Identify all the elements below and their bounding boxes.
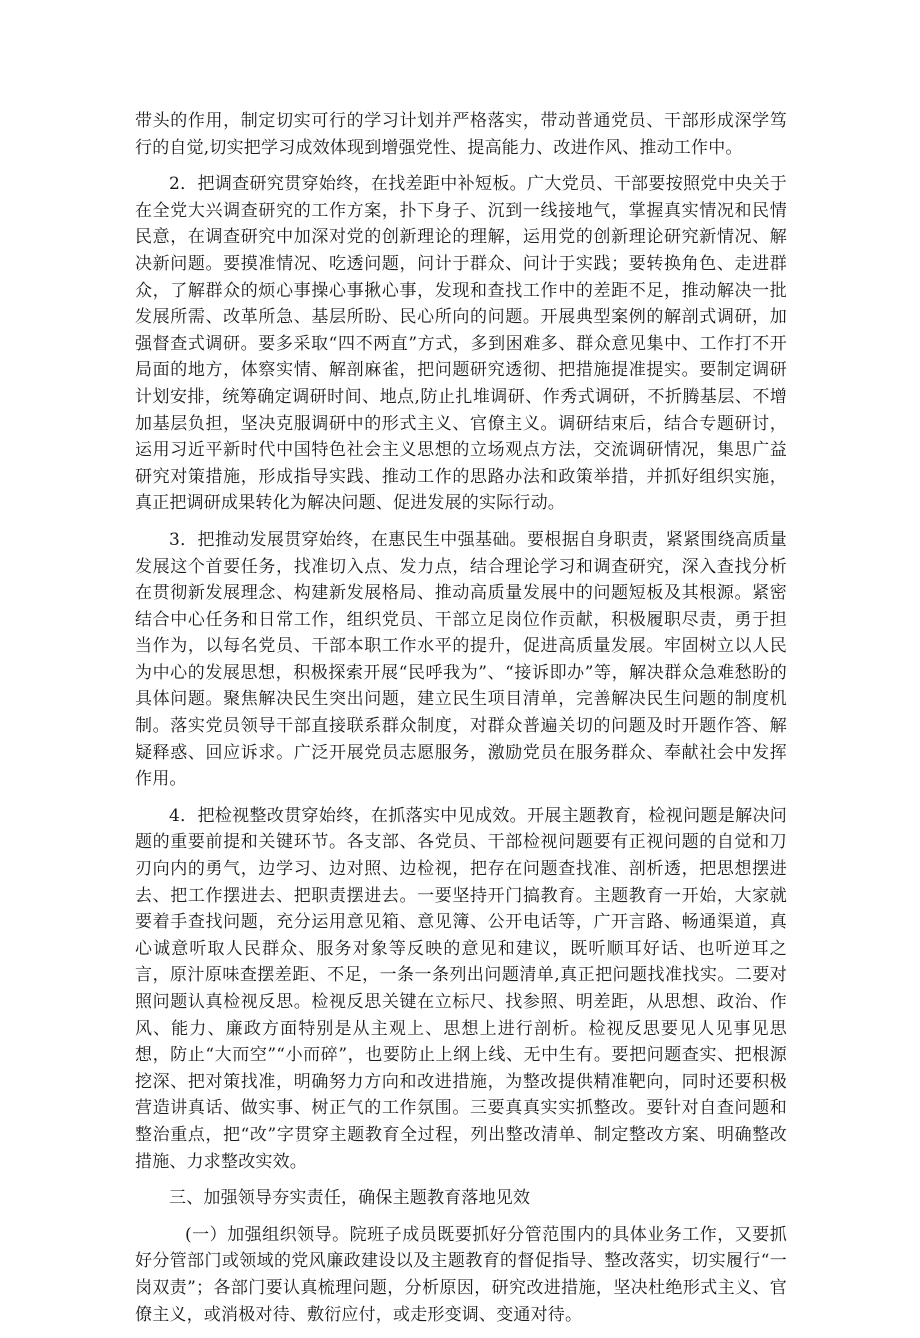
document-body [135, 108, 787, 1338]
paragraph-item-4: 4．把检视整改贯穿始终，在抓落实中见成效。开展主题教育，检视问题是解决问题的重要前提和关键环节。各支部、各党员、干部检视问题要有正视问题的自觉和刀刃向内的勇气，边学习、边对照、边检视，把存在问题查找准、剖析透，把思想摆进去、把工作摆进去、把职责摆进去。一要坚持开门搞教育。主题教育一开始，大家就要着手查找问题，充分运用意见箱、意见簿、公开电话等，广开言路、畅通渠道，真心诚意听取人民群众、服务对象等反映的意见和建议，既听顺耳好话、也听逆耳之言，原汁原味查摆差距、不足，一条一条列出问题清单,真正把问题找准找实。二要对照问题认真检视反思。检视反思关键在立标尺、找参照、明差距，从思想、政治、作风、能力、廉政方面特别是从主观上、思想上进行剖析。检视反思要见人见事见思想，防止“大而空”“小而碎”，也要防止上纲上线、无中生有。要把问题查实、把根源挖深、把对策找准，明确努力方向和改进措施，为整改提供精准靶向，同时还要积极营造讲真话、做实事、树正气的工作氛围。三要真真实实抓整改。要针对自查问题和整治重点，把“改”字贯穿主题教育全过程，列出整改清单、制定整改方案、明确整改措施、力求整改实效。 [135, 805, 787, 1172]
paragraph-item-3: 3．把推动发展贯穿始终，在惠民生中强基础。要根据自身职责，紧紧围绕高质量发展这个首要任务，找准切入点、发力点，结合理论学习和调查研究，深入查找分析在贯彻新发展理念、构建新发展格局、推动高质量发展中的问题短板及其根源。紧密结合中心任务和日常工作，组织党员、干部立足岗位作贡献，积极履职尽责，勇于担当作为，以每名党员、干部本职工作水平的提升，促进高质量发展。牢固树立以人民为中心的发展思想，积极探索开展“民呼我为”、“接诉即办”等，解决群众急难愁盼的具体问题。聚焦解决民生突出问题，建立民生项目清单，完善解决民生问题的制度机制。落实党员领导干部直接联系群众制度，对群众普遍关切的问题及时开题作答、解疑释惑、回应诉求。广泛开展党员志愿服务，激励党员在服务群众、奉献社会中发挥作用。 [135, 529, 787, 790]
paragraph-item-2: 2．把调查研究贯穿始终，在找差距中补短板。广大党员、干部要按照党中央关于在全党大兴调查研究的工作方案，扑下身子、沉到一线接地气，掌握真实情况和民情民意，在调查研究中加深对党的创新理论的理解，运用党的创新理论研究新情况、解决新问题。要摸准情况、吃透问题，问计于群众、问计于实践；要转换角色、走进群众，了解群众的烦心事操心事揪心事，发现和查找工作中的差距不足，推动解决一批发展所需、改革所急、基层所盼、民心所向的问题。开展典型案例的解剖式调研，加强督查式调研。要多采取“四不两直”方式，多到困难多、群众意见集中、工作打不开局面的地方，体察实情、解剖麻雀，把问题研究透彻、把措施提准提实。要制定调研计划安排，统筹确定调研时间、地点,防止扎堆调研、作秀式调研，不折腾基层、不增加基层负担，坚决克服调研中的形式主义、官僚主义。调研结束后，结合专题研讨，运用习近平新时代中国特色社会主义思想的立场观点方法，交流调研情况，集思广益研究对策措施，形成指导实践、推动工作的思路办法和政策举措，并抓好组织实施，真正把调研成果转化为解决问题、促进发展的实际行动。 [135, 174, 787, 514]
section-heading-3: 三、加强领导夯实责任，确保主题教育落地见效 [169, 1188, 531, 1209]
paragraph-continuation: 带头的作用，制定切实可行的学习计划并严格落实，带动普通党员、干部形成深学笃行的自觉,切实把学习成效体现到增强党性、提高能力、改进作风、推动工作中。 [135, 111, 787, 158]
paragraph-subsection-1: (一）加强组织领导。院班子成员既要抓好分管范围内的具体业务工作，又要抓好分管部门或领域的党风廉政建设以及主题教育的督促指导、整改落实，切实履行“一岗双责”；各部门要认真梳理问题，分析原因，研究改进措施，坚决杜绝形式主义、官僚主义，或消极对待、敷衍应付，或走形变调、变通对待。 [135, 1224, 787, 1325]
